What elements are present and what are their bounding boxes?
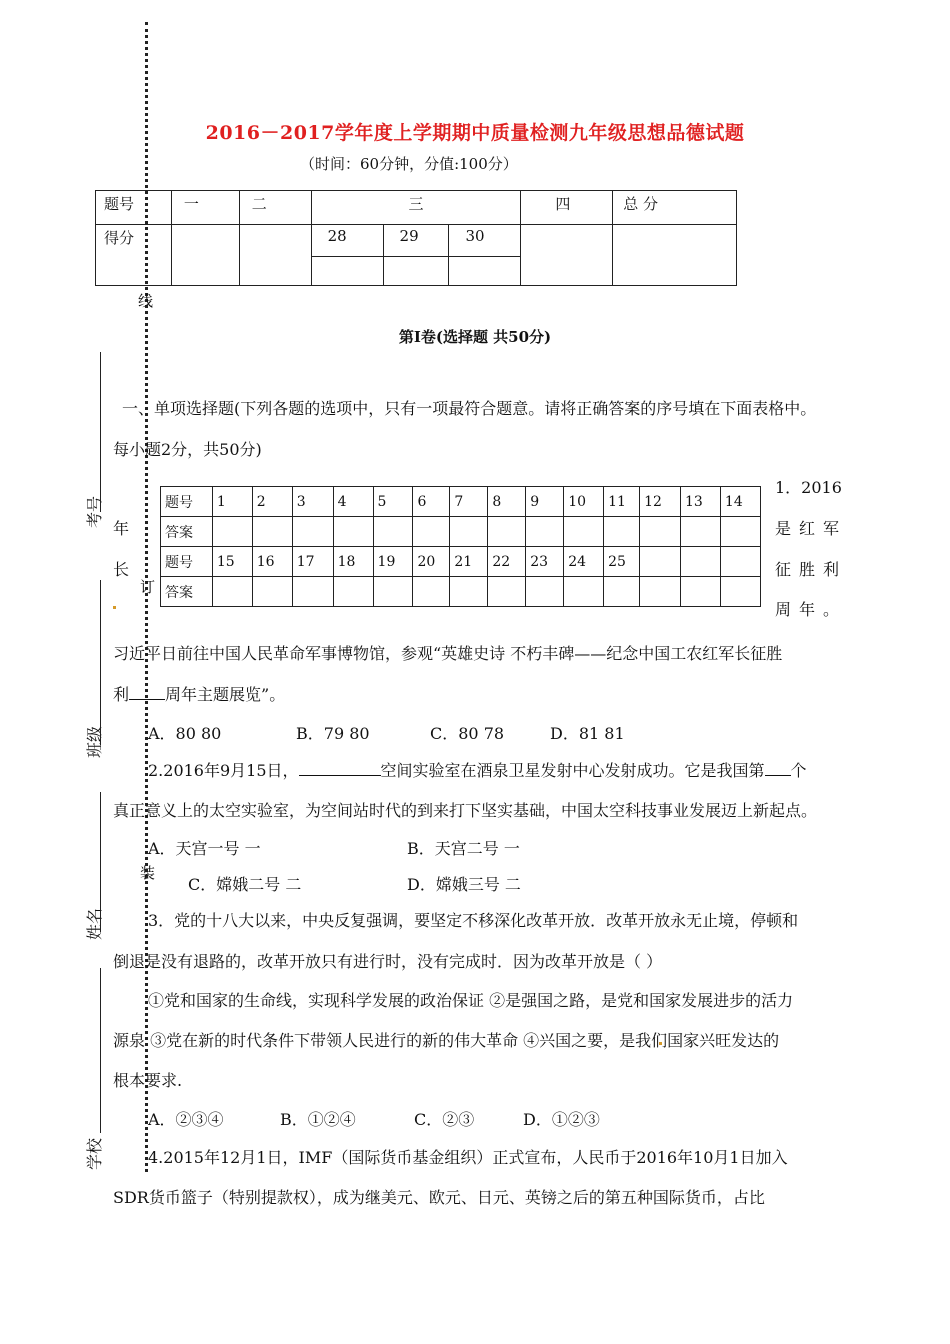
answer-cell[interactable] bbox=[373, 577, 413, 607]
answer-cell[interactable] bbox=[604, 517, 640, 547]
page-title: 2016－2017学年度上学期期中质量检测九年级思想品德试题 bbox=[205, 122, 745, 144]
score-row-label: 得分 bbox=[96, 225, 172, 286]
score-input-cell[interactable] bbox=[171, 225, 239, 286]
answer-row-label: 题号 bbox=[161, 487, 213, 517]
score-input-cell[interactable] bbox=[521, 225, 613, 286]
question-number-cell: 22 bbox=[488, 547, 526, 577]
score-input-cell[interactable] bbox=[383, 257, 449, 286]
section-title: 第Ⅰ卷(选择题 共50分) bbox=[398, 328, 552, 346]
answer-row-label: 题号 bbox=[161, 547, 213, 577]
q3-stem-line: 源泉 ③党在新的时代条件下带领人民进行的新的伟大革命 ④兴国之要，是我们国家兴旺发达的 bbox=[113, 1031, 780, 1050]
score-header-cell: 一 bbox=[171, 191, 239, 225]
answer-cell[interactable] bbox=[720, 577, 760, 607]
question-number-cell: 8 bbox=[488, 487, 526, 517]
answer-cell[interactable] bbox=[252, 517, 292, 547]
answer-cell[interactable] bbox=[292, 577, 333, 607]
question-number-cell: 13 bbox=[681, 487, 721, 517]
answer-cell[interactable] bbox=[640, 577, 681, 607]
question-number-cell: 11 bbox=[604, 487, 640, 517]
instruction-line: 每小题2分，共50分) bbox=[113, 440, 262, 459]
exam-time-score: （时间：60分钟，分值:100分） bbox=[300, 155, 518, 173]
q1-option-b[interactable]: B．79 80 bbox=[296, 724, 370, 743]
instruction-line: 一、单项选择题(下列各题的选项中，只有一项最符合题意。请将正确答案的序号填在下面表格中。 bbox=[122, 399, 817, 418]
q4-stem-line: 4.2015年12月1日，IMF（国际货币基金组织）正式宣布，人民币于2016年10月1日加入 bbox=[148, 1148, 788, 1167]
question-number-cell: 12 bbox=[640, 487, 681, 517]
score-subheader-cell: 28 bbox=[311, 225, 383, 257]
question-number-cell: 15 bbox=[212, 547, 252, 577]
question-number-cell: 2 bbox=[252, 487, 292, 517]
answer-cell[interactable] bbox=[333, 517, 373, 547]
school-line bbox=[100, 968, 101, 1133]
question-number-cell: 7 bbox=[450, 487, 488, 517]
q3-option-c[interactable]: C．②③ bbox=[414, 1110, 475, 1129]
q1-option-c[interactable]: C．80 78 bbox=[430, 724, 505, 743]
exam-number-label: 考号 bbox=[85, 495, 104, 528]
question-number-cell: 9 bbox=[526, 487, 564, 517]
answer-cell[interactable] bbox=[720, 517, 760, 547]
q1-left-char: 年 bbox=[113, 519, 130, 538]
answer-cell[interactable] bbox=[333, 577, 373, 607]
answer-cell[interactable] bbox=[564, 577, 604, 607]
answer-cell[interactable] bbox=[212, 577, 252, 607]
answer-row-label: 答案 bbox=[161, 577, 213, 607]
q1-side-text: 1．2016 bbox=[775, 478, 842, 497]
question-number-cell: 14 bbox=[720, 487, 760, 517]
exam-number-line bbox=[100, 352, 101, 512]
q1-stem-line: 习近平日前往中国人民革命军事博物馆，参观“英雄史诗 不朽丰碑——纪念中国工农红军长征胜 bbox=[113, 644, 783, 663]
q2-blank bbox=[765, 759, 791, 776]
q1-blank bbox=[129, 683, 165, 700]
question-number-cell: 1 bbox=[212, 487, 252, 517]
question-number-cell: 21 bbox=[450, 547, 488, 577]
score-header-cell: 三 bbox=[311, 191, 521, 225]
q3-stem-line: 倒退是没有退路的，改革开放只有进行时，没有完成时．因为改革开放是（ ） bbox=[113, 952, 663, 971]
q1-left-char: 长 bbox=[113, 560, 130, 579]
score-header-cell: 题号 bbox=[96, 191, 172, 225]
answer-cell[interactable] bbox=[488, 577, 526, 607]
score-input-cell[interactable] bbox=[239, 225, 311, 286]
q1-option-d[interactable]: D．81 81 bbox=[550, 724, 625, 743]
q2-stem-line bbox=[148, 758, 807, 781]
q2-option-a[interactable]: A．天宫一号 一 bbox=[148, 839, 261, 858]
question-number-cell: 3 bbox=[292, 487, 333, 517]
q3-stem-line: 根本要求. bbox=[113, 1071, 183, 1090]
name-line bbox=[100, 792, 101, 932]
q1-stem-text: 周年主题展览”。 bbox=[165, 685, 286, 704]
answer-cell[interactable] bbox=[413, 577, 450, 607]
question-number-cell: 19 bbox=[373, 547, 413, 577]
question-number-cell: 4 bbox=[333, 487, 373, 517]
question-number-cell: 16 bbox=[252, 547, 292, 577]
answer-cell[interactable] bbox=[450, 577, 488, 607]
binding-label-xian: 线 bbox=[138, 292, 154, 310]
q2-stem-text: 2.2016年9月15日， bbox=[148, 761, 299, 780]
score-header-cell: 二 bbox=[239, 191, 311, 225]
answer-cell[interactable] bbox=[488, 517, 526, 547]
q3-option-d[interactable]: D．①②③ bbox=[523, 1110, 600, 1129]
q1-option-a[interactable]: A．80 80 bbox=[148, 724, 222, 743]
question-number-cell: 6 bbox=[413, 487, 450, 517]
q3-option-b[interactable]: B．①②④ bbox=[280, 1110, 356, 1129]
class-line bbox=[100, 580, 101, 745]
q1-stem-line bbox=[113, 682, 285, 705]
answer-cell[interactable] bbox=[526, 517, 564, 547]
answer-cell[interactable] bbox=[373, 517, 413, 547]
question-number-cell bbox=[720, 547, 760, 577]
score-subheader-cell: 29 bbox=[383, 225, 449, 257]
answer-cell[interactable] bbox=[526, 577, 564, 607]
question-number-cell: 24 bbox=[564, 547, 604, 577]
answer-table bbox=[160, 486, 761, 607]
answer-cell[interactable] bbox=[640, 517, 681, 547]
score-table bbox=[95, 190, 737, 286]
score-input-cell[interactable] bbox=[449, 257, 521, 286]
name-label: 姓名 bbox=[85, 907, 104, 940]
q1-stem-text: 利 bbox=[113, 685, 130, 704]
score-input-cell[interactable] bbox=[311, 257, 383, 286]
score-header-cell: 四 bbox=[521, 191, 613, 225]
answer-cell[interactable] bbox=[292, 517, 333, 547]
q3-stem-line: ①党和国家的生命线，实现科学发展的政治保证 ②是强国之路，是党和国家发展进步的活力 bbox=[148, 991, 794, 1010]
question-number-cell: 20 bbox=[413, 547, 450, 577]
score-header-cell: 总 分 bbox=[613, 191, 737, 225]
question-number-cell: 23 bbox=[526, 547, 564, 577]
question-number-cell bbox=[640, 547, 681, 577]
q1-side-text: 周年。 bbox=[775, 600, 848, 619]
q4-stem-line: SDR货币篮子（特别提款权），成为继美元、欧元、日元、英镑之后的第五种国际货币，占比 bbox=[113, 1188, 765, 1207]
answer-cell[interactable] bbox=[681, 517, 721, 547]
binding-label-zhuang: 装 bbox=[140, 864, 156, 882]
q2-option-c[interactable]: C．嫦娥二号 二 bbox=[188, 875, 302, 894]
q2-stem-text: 空间实验室在酒泉卫星发射中心发射成功。它是我国第 bbox=[380, 761, 765, 780]
binding-label-ding: 订 bbox=[140, 578, 156, 596]
class-label: 班级 bbox=[85, 725, 104, 758]
q2-stem-text: 个 bbox=[790, 761, 807, 780]
q1-side-text: 是红军 bbox=[775, 519, 848, 538]
q2-blank bbox=[299, 759, 381, 776]
answer-row-label: 答案 bbox=[161, 517, 213, 547]
stray-dot bbox=[113, 606, 116, 609]
answer-cell[interactable] bbox=[450, 517, 488, 547]
q2-option-b[interactable]: B．天宫二号 一 bbox=[407, 839, 520, 858]
question-number-cell: 18 bbox=[333, 547, 373, 577]
answer-cell[interactable] bbox=[604, 577, 640, 607]
answer-cell[interactable] bbox=[413, 517, 450, 547]
q2-option-d[interactable]: D．嫦娥三号 二 bbox=[407, 875, 521, 894]
q3-option-a[interactable]: A．②③④ bbox=[148, 1110, 224, 1129]
answer-cell[interactable] bbox=[564, 517, 604, 547]
question-number-cell: 17 bbox=[292, 547, 333, 577]
score-input-cell[interactable] bbox=[613, 225, 737, 286]
school-label: 学校 bbox=[85, 1137, 104, 1170]
question-number-cell: 5 bbox=[373, 487, 413, 517]
answer-cell[interactable] bbox=[681, 577, 721, 607]
question-number-cell: 25 bbox=[604, 547, 640, 577]
q2-stem-line: 真正意义上的太空实验室，为空间站时代的到来打下坚实基础，中国太空科技事业发展迈上新起点。 bbox=[113, 801, 818, 820]
question-number-cell: 10 bbox=[564, 487, 604, 517]
answer-cell[interactable] bbox=[212, 517, 252, 547]
q1-side-text: 征胜利 bbox=[775, 560, 848, 579]
score-subheader-cell: 30 bbox=[449, 225, 521, 257]
q3-stem-line: 3．党的十八大以来，中央反复强调，要坚定不移深化改革开放．改革开放永无止境，停顿和 bbox=[148, 911, 799, 930]
question-number-cell bbox=[681, 547, 721, 577]
answer-cell[interactable] bbox=[252, 577, 292, 607]
